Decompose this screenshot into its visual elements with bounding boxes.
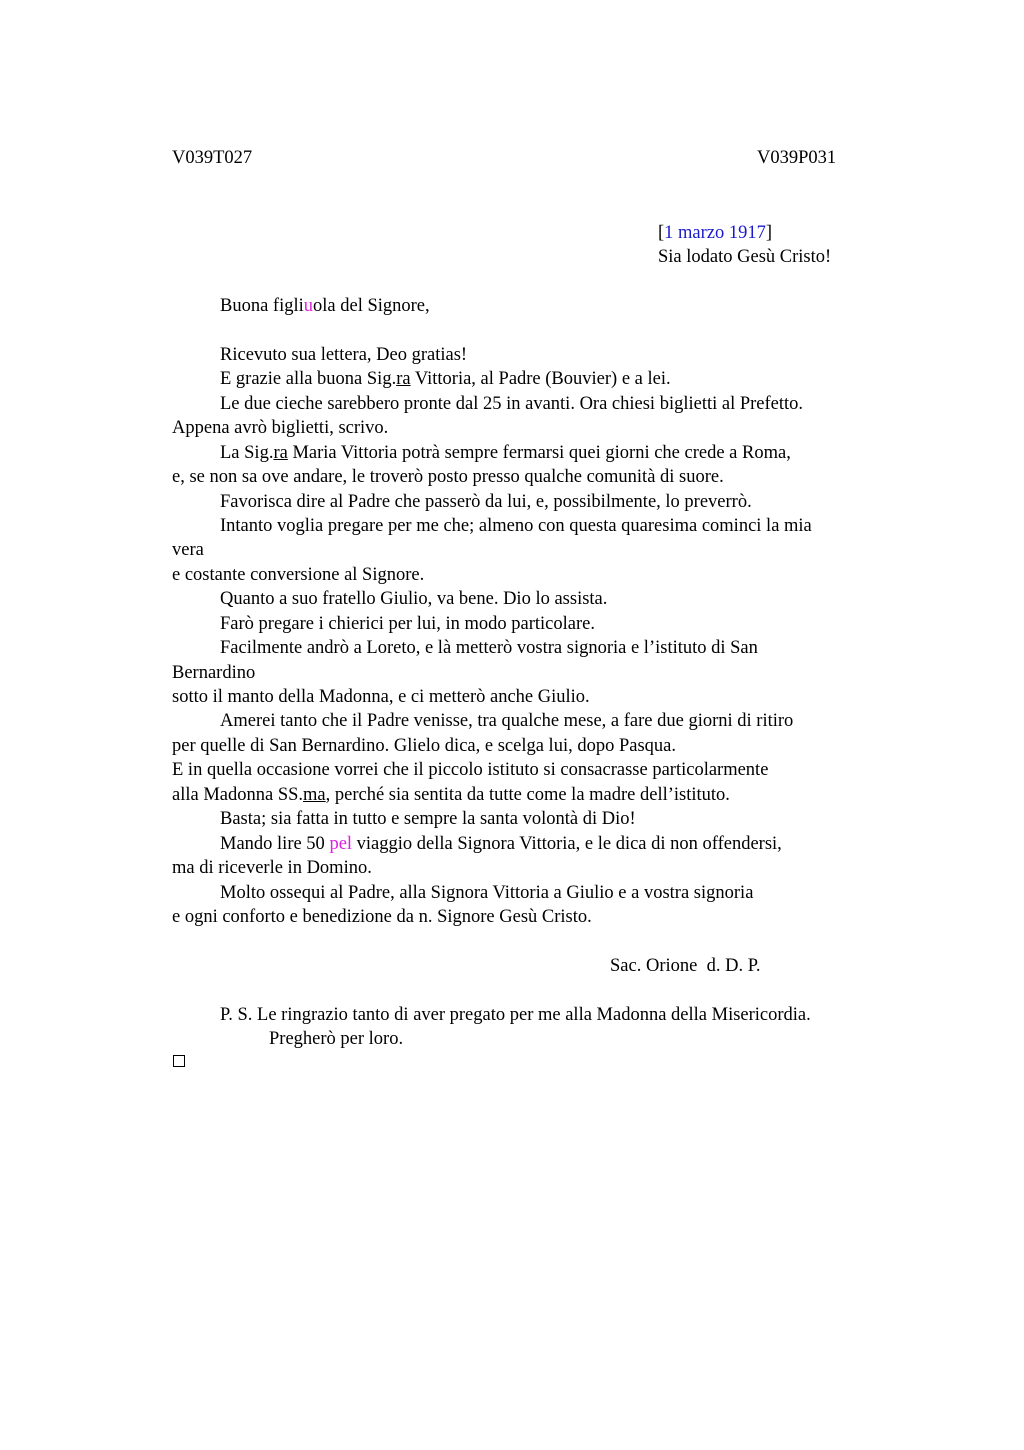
date-close-bracket: ]	[765, 223, 773, 243]
date-text: 1 marzo 1917	[664, 223, 766, 243]
postscript-line: Pregherò per loro.	[269, 1029, 404, 1049]
body-line: Ricevuto sua lettera, Deo gratias!	[220, 345, 468, 365]
highlighted-word: pel	[329, 834, 353, 854]
body-line: Appena avrò biglietti, scrivo.	[172, 418, 389, 438]
body-line: Facilmente andrò a Loreto, e là metterò vostra signoria e l’istituto di San	[220, 638, 758, 658]
body-line: e, se non sa ove andare, le troverò posto presso qualche comunità di suore.	[172, 467, 724, 487]
body-line: Le due cieche sarebbero pronte dal 25 in avanti. Ora chiesi biglietti al Prefetto.	[220, 394, 804, 414]
highlighted-letter: u	[303, 296, 314, 316]
archive-code-left: V039T027	[172, 148, 253, 168]
underlined-abbreviation: ma	[303, 785, 326, 805]
body-line: e ogni conforto e benedizione da n. Signore Gesù Cristo.	[172, 907, 592, 927]
body-line: Intanto voglia pregare per me che; almeno con questa quaresima cominci la mia	[220, 516, 812, 536]
body-line: Bernardino	[172, 663, 256, 683]
invocation: Sia lodato Gesù Cristo!	[658, 247, 832, 267]
body-line: Favorisca dire al Padre che passerò da lui, e, possibilmente, lo preverrò.	[220, 492, 752, 512]
underlined-abbreviation: ra	[396, 369, 411, 389]
body-line: La Sig.ra Maria Vittoria potrà sempre fermarsi quei giorni che crede a Roma,	[220, 443, 791, 463]
body-line: Farò pregare i chierici per lui, in modo particolare.	[220, 614, 595, 634]
letter-date	[658, 221, 772, 245]
end-mark-box	[173, 1055, 185, 1067]
body-line: vera	[172, 540, 204, 560]
body-line: E grazie alla buona Sig.ra Vittoria, al Padre (Bouvier) e a lei.	[220, 369, 671, 389]
signature: Sac. Orione d. D. P.	[610, 956, 761, 976]
body-line: e costante conversione al Signore.	[172, 565, 425, 585]
salutation: Buona figliuola del Signore,	[220, 296, 430, 316]
body-line: ma di riceverle in Domino.	[172, 858, 372, 878]
body-line: E in quella occasione vorrei che il piccolo istituto si consacrasse particolarmente	[172, 760, 769, 780]
underlined-abbreviation: ra	[273, 443, 288, 463]
body-line: sotto il manto della Madonna, e ci metterò anche Giulio.	[172, 687, 590, 707]
body-line: Amerei tanto che il Padre venisse, tra qualche mese, a fare due giorni di ritiro	[220, 711, 794, 731]
body-line: Molto ossequi al Padre, alla Signora Vittoria a Giulio e a vostra signoria	[220, 883, 754, 903]
archive-code-right: V039P031	[757, 148, 837, 168]
body-line: alla Madonna SS.ma, perché sia sentita da tutte come la madre dell’istituto.	[172, 785, 730, 805]
body-line: Mando lire 50 pel viaggio della Signora Vittoria, e le dica di non offendersi,	[220, 834, 782, 854]
date-open-bracket: [	[658, 223, 665, 243]
body-line: Quanto a suo fratello Giulio, va bene. Dio lo assista.	[220, 589, 608, 609]
body-line: per quelle di San Bernardino. Glielo dica, e scelga lui, dopo Pasqua.	[172, 736, 676, 756]
body-line: Basta; sia fatta in tutto e sempre la santa volontà di Dio!	[220, 809, 636, 829]
postscript-line: P. S. Le ringrazio tanto di aver pregato per me alla Madonna della Misericordia.	[220, 1005, 811, 1025]
